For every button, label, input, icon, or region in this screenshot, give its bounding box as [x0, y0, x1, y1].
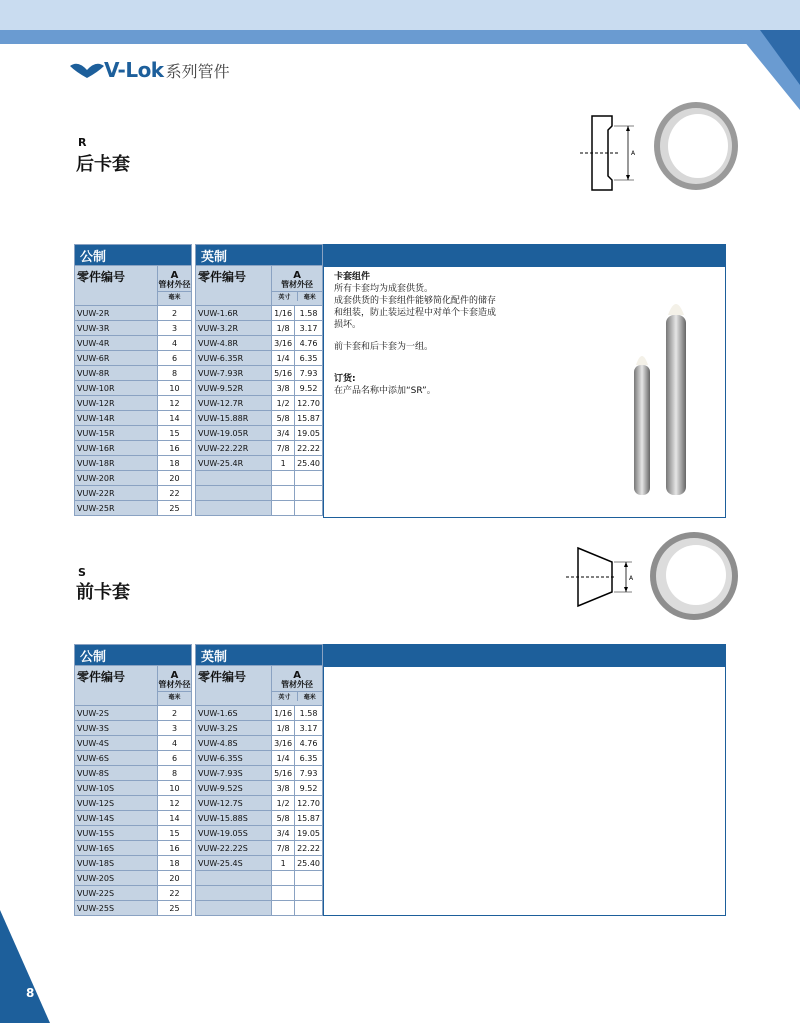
table-row: [196, 306, 323, 321]
mm-cell: 20: [158, 871, 192, 886]
mm-cell: 9.52: [295, 781, 323, 796]
page-corner-decoration: [0, 910, 50, 1023]
mm-cell: 15: [158, 426, 192, 441]
part-number-cell: VUW-16S: [75, 841, 158, 856]
empty-cell: [295, 871, 323, 886]
empty-cell: [272, 501, 295, 516]
table-row: [75, 456, 192, 471]
order-text: 在产品名称中添加“SR”。: [334, 386, 436, 396]
mm-cell: 1.58: [295, 306, 323, 321]
table-row: [75, 736, 192, 751]
table-row: [196, 456, 323, 471]
mm-cell: 18: [158, 856, 192, 871]
mm-cell: 22.22: [295, 441, 323, 456]
part-number-cell: VUW-3.2R: [196, 321, 272, 336]
ferrule-stack-photo: [614, 285, 704, 505]
table-row: [75, 871, 192, 886]
header-band-accent: [0, 30, 760, 44]
part-number-cell: VUW-15.88S: [196, 811, 272, 826]
note-line: 损坏。: [334, 320, 362, 330]
notes-header-bar: [324, 245, 725, 267]
table-row: [75, 411, 192, 426]
mm-cell: 19.05: [295, 826, 323, 841]
mm-cell: 22: [158, 886, 192, 901]
part-number-cell: VUW-4R: [75, 336, 158, 351]
empty-cell: [196, 871, 272, 886]
table-row: [75, 706, 192, 721]
unit-mm: 毫米: [298, 692, 322, 701]
col-od-label: 管材外径: [158, 679, 191, 689]
inch-cell: 7/8: [272, 841, 295, 856]
table-row: [75, 351, 192, 366]
table-row: [75, 441, 192, 456]
table-row: [75, 426, 192, 441]
part-number-cell: VUW-15S: [75, 826, 158, 841]
note-line: 所有卡套均为成套供货。: [334, 284, 434, 294]
v-wing-icon: [70, 60, 104, 80]
part-number-cell: VUW-19.05S: [196, 826, 272, 841]
table-row: [196, 796, 323, 811]
mm-cell: 8: [158, 366, 192, 381]
mm-cell: 16: [158, 841, 192, 856]
mm-cell: 15.87: [295, 411, 323, 426]
part-number-cell: VUW-12S: [75, 796, 158, 811]
part-number-cell: VUW-12.7S: [196, 796, 272, 811]
part-number-cell: VUW-2R: [75, 306, 158, 321]
inch-cell: 3/8: [272, 781, 295, 796]
part-number-cell: VUW-10R: [75, 381, 158, 396]
mm-cell: 12.70: [295, 396, 323, 411]
col-od-label: 管材外径: [281, 679, 314, 689]
notes-header-bar: [324, 645, 725, 667]
inch-cell: 1/4: [272, 351, 295, 366]
note-line: 和组装，防止装运过程中对单个卡套造成: [334, 308, 497, 318]
table-row: [75, 796, 192, 811]
svg-text:A: A: [631, 150, 636, 157]
table-row: [75, 766, 192, 781]
mm-cell: 3.17: [295, 321, 323, 336]
mm-cell: 25: [158, 901, 192, 916]
table-row: [75, 366, 192, 381]
inch-cell: 1/8: [272, 321, 295, 336]
part-number-cell: VUW-19.05R: [196, 426, 272, 441]
imperial-header: 英制: [196, 245, 323, 266]
empty-cell: [196, 886, 272, 901]
inch-cell: 1/4: [272, 751, 295, 766]
col-od-label: 管材外径: [281, 279, 314, 289]
table-row: [196, 396, 323, 411]
col-a-label: A: [170, 669, 179, 681]
col-a-label: A: [293, 669, 301, 681]
part-number-cell: VUW-4S: [75, 736, 158, 751]
mm-cell: 4: [158, 336, 192, 351]
mm-cell: 4.76: [295, 736, 323, 751]
inch-cell: 1/16: [272, 706, 295, 721]
part-number-cell: VUW-22.22R: [196, 441, 272, 456]
mm-cell: 25.40: [295, 456, 323, 471]
col-a-label: A: [293, 269, 301, 281]
table-row: [196, 486, 323, 501]
empty-cell: [272, 901, 295, 916]
mm-cell: 15.87: [295, 811, 323, 826]
part-number-cell: VUW-6R: [75, 351, 158, 366]
table-row: [75, 306, 192, 321]
unit-mm: 毫米: [158, 691, 191, 701]
table-row: [196, 426, 323, 441]
part-number-cell: VUW-18S: [75, 856, 158, 871]
inch-cell: 3/16: [272, 336, 295, 351]
part-number-cell: VUW-6.35R: [196, 351, 272, 366]
inch-cell: 1/2: [272, 396, 295, 411]
mm-cell: 14: [158, 811, 192, 826]
mm-cell: 7.93: [295, 766, 323, 781]
table-row: [196, 366, 323, 381]
part-no-header: 零件编号: [75, 666, 158, 706]
part-no-header: 零件编号: [196, 266, 272, 306]
part-number-cell: VUW-18R: [75, 456, 158, 471]
part-number-cell: VUW-12R: [75, 396, 158, 411]
part-number-cell: VUW-3R: [75, 321, 158, 336]
empty-cell: [196, 901, 272, 916]
mm-cell: 8: [158, 766, 192, 781]
table-row: [196, 886, 323, 901]
mm-cell: 12: [158, 796, 192, 811]
table-row: [196, 501, 323, 516]
table-row: [196, 871, 323, 886]
note-title: 卡套组件: [334, 272, 371, 282]
part-number-cell: VUW-20R: [75, 471, 158, 486]
inch-cell: 7/8: [272, 441, 295, 456]
empty-cell: [196, 471, 272, 486]
mm-cell: 4.76: [295, 336, 323, 351]
note-line: 成套供货的卡套组件能够简化配件的储存: [334, 296, 497, 306]
inch-cell: 5/16: [272, 766, 295, 781]
section-r-letter: R: [78, 136, 87, 149]
table-row: [75, 486, 192, 501]
part-number-cell: VUW-7.93S: [196, 766, 272, 781]
part-number-cell: VUW-22.22S: [196, 841, 272, 856]
table-row: [196, 351, 323, 366]
table-row: [75, 381, 192, 396]
inch-cell: 1/2: [272, 796, 295, 811]
page-number: 8: [26, 986, 35, 1000]
empty-cell: [295, 886, 323, 901]
mm-cell: 10: [158, 781, 192, 796]
back-ferrule-drawing: [580, 108, 642, 198]
empty-cell: [272, 486, 295, 501]
part-no-header: 零件编号: [75, 266, 158, 306]
part-number-cell: VUW-9.52R: [196, 381, 272, 396]
logo-brand: V-Lok: [104, 58, 164, 82]
part-number-cell: VUW-9.52S: [196, 781, 272, 796]
part-number-cell: VUW-22R: [75, 486, 158, 501]
table-row: [75, 856, 192, 871]
metric-header: 公制: [75, 645, 192, 666]
part-number-cell: VUW-25S: [75, 901, 158, 916]
part-no-header: 零件编号: [196, 666, 272, 706]
table-row: [196, 841, 323, 856]
table-row: [196, 826, 323, 841]
table-row: [196, 706, 323, 721]
table-row: [196, 471, 323, 486]
notes-body: [334, 271, 496, 397]
mm-cell: 16: [158, 441, 192, 456]
part-number-cell: VUW-6.35S: [196, 751, 272, 766]
table-row: [196, 411, 323, 426]
mm-cell: 18: [158, 456, 192, 471]
table-row: [75, 396, 192, 411]
part-number-cell: VUW-4.8R: [196, 336, 272, 351]
mm-cell: 22.22: [295, 841, 323, 856]
mm-cell: 7.93: [295, 366, 323, 381]
table-row: [196, 336, 323, 351]
imperial-header: 英制: [196, 645, 323, 666]
table-row: [196, 751, 323, 766]
mm-cell: 12: [158, 396, 192, 411]
inch-cell: 1: [272, 856, 295, 871]
table-row: [196, 721, 323, 736]
table-row: [75, 826, 192, 841]
mm-cell: 6.35: [295, 351, 323, 366]
unit-inch: 英寸: [272, 292, 297, 301]
col-a-label: A: [170, 269, 179, 281]
mm-cell: 4: [158, 736, 192, 751]
back-ferrule-photo: [648, 98, 744, 194]
table-row: [75, 811, 192, 826]
mm-cell: 19.05: [295, 426, 323, 441]
unit-mm: 毫米: [158, 291, 191, 301]
empty-cell: [196, 501, 272, 516]
table-row: [196, 321, 323, 336]
table-row: [75, 336, 192, 351]
empty-cell: [295, 901, 323, 916]
table-row: [75, 721, 192, 736]
table-row: [196, 766, 323, 781]
part-number-cell: VUW-1.6S: [196, 706, 272, 721]
metric-header: 公制: [75, 245, 192, 266]
order-title: 订货:: [334, 374, 356, 384]
mm-cell: 25.40: [295, 856, 323, 871]
empty-cell: [295, 501, 323, 516]
part-number-cell: VUW-1.6R: [196, 306, 272, 321]
table-row: [75, 321, 192, 336]
mm-cell: 3.17: [295, 721, 323, 736]
part-number-cell: VUW-4.8S: [196, 736, 272, 751]
part-number-cell: VUW-10S: [75, 781, 158, 796]
inch-cell: 5/16: [272, 366, 295, 381]
mm-cell: 3: [158, 721, 192, 736]
note-line: 前卡套和后卡套为一组。: [334, 342, 434, 352]
inch-cell: 5/8: [272, 811, 295, 826]
table-row: [196, 781, 323, 796]
mm-cell: 12.70: [295, 796, 323, 811]
part-number-cell: VUW-7.93R: [196, 366, 272, 381]
mm-cell: 6.35: [295, 751, 323, 766]
table-row: [196, 901, 323, 916]
mm-cell: 14: [158, 411, 192, 426]
front-ferrule-photo: [644, 528, 744, 624]
part-number-cell: VUW-3.2S: [196, 721, 272, 736]
section-r-imperial-table: [195, 244, 323, 516]
table-row: [75, 501, 192, 516]
part-number-cell: VUW-12.7R: [196, 396, 272, 411]
mm-cell: 6: [158, 751, 192, 766]
svg-text:A: A: [629, 575, 634, 582]
inch-cell: 1/8: [272, 721, 295, 736]
table-row: [196, 441, 323, 456]
corner-decoration: [735, 30, 800, 110]
mm-cell: 20: [158, 471, 192, 486]
table-row: [196, 736, 323, 751]
empty-cell: [272, 471, 295, 486]
mm-cell: 22: [158, 486, 192, 501]
section-s-letter: S: [78, 566, 86, 579]
header-band: [0, 0, 800, 30]
inch-cell: 3/8: [272, 381, 295, 396]
inch-cell: 1: [272, 456, 295, 471]
table-row: [196, 856, 323, 871]
empty-cell: [295, 486, 323, 501]
empty-cell: [196, 486, 272, 501]
inch-cell: 3/4: [272, 826, 295, 841]
mm-cell: 3: [158, 321, 192, 336]
part-number-cell: VUW-20S: [75, 871, 158, 886]
empty-cell: [272, 871, 295, 886]
mm-cell: 2: [158, 706, 192, 721]
empty-cell: [295, 471, 323, 486]
inch-cell: 3/4: [272, 426, 295, 441]
table-row: [196, 381, 323, 396]
inch-cell: 5/8: [272, 411, 295, 426]
part-number-cell: VUW-14S: [75, 811, 158, 826]
part-number-cell: VUW-14R: [75, 411, 158, 426]
mm-cell: 1.58: [295, 706, 323, 721]
part-number-cell: VUW-25R: [75, 501, 158, 516]
part-number-cell: VUW-25.4R: [196, 456, 272, 471]
part-number-cell: VUW-6S: [75, 751, 158, 766]
mm-cell: 6: [158, 351, 192, 366]
section-r-metric-table: [74, 244, 192, 516]
part-number-cell: VUW-22S: [75, 886, 158, 901]
part-number-cell: VUW-8S: [75, 766, 158, 781]
section-s-metric-table: [74, 644, 192, 916]
mm-cell: 9.52: [295, 381, 323, 396]
part-number-cell: VUW-2S: [75, 706, 158, 721]
part-number-cell: VUW-15.88R: [196, 411, 272, 426]
section-s-title: 前卡套: [76, 582, 130, 603]
unit-mm: 毫米: [298, 292, 322, 301]
table-row: [75, 886, 192, 901]
logo-suffix: 系列管件: [165, 61, 230, 81]
mm-cell: 2: [158, 306, 192, 321]
front-ferrule-drawing: [566, 540, 642, 614]
section-s-imperial-table: [195, 644, 323, 916]
table-row: [75, 751, 192, 766]
mm-cell: 10: [158, 381, 192, 396]
section-r-notes: [323, 244, 726, 518]
unit-inch: 英寸: [272, 692, 297, 701]
col-od-label: 管材外径: [158, 279, 191, 289]
part-number-cell: VUW-16R: [75, 441, 158, 456]
part-number-cell: VUW-3S: [75, 721, 158, 736]
brand-logo: [70, 58, 230, 82]
table-row: [75, 841, 192, 856]
section-s-notes: [323, 644, 726, 916]
part-number-cell: VUW-8R: [75, 366, 158, 381]
mm-cell: 25: [158, 501, 192, 516]
part-number-cell: VUW-15R: [75, 426, 158, 441]
inch-cell: 1/16: [272, 306, 295, 321]
mm-cell: 15: [158, 826, 192, 841]
table-row: [196, 811, 323, 826]
table-row: [75, 901, 192, 916]
table-row: [75, 471, 192, 486]
empty-cell: [272, 886, 295, 901]
table-row: [75, 781, 192, 796]
inch-cell: 3/16: [272, 736, 295, 751]
part-number-cell: VUW-25.4S: [196, 856, 272, 871]
section-r-title: 后卡套: [76, 154, 130, 175]
